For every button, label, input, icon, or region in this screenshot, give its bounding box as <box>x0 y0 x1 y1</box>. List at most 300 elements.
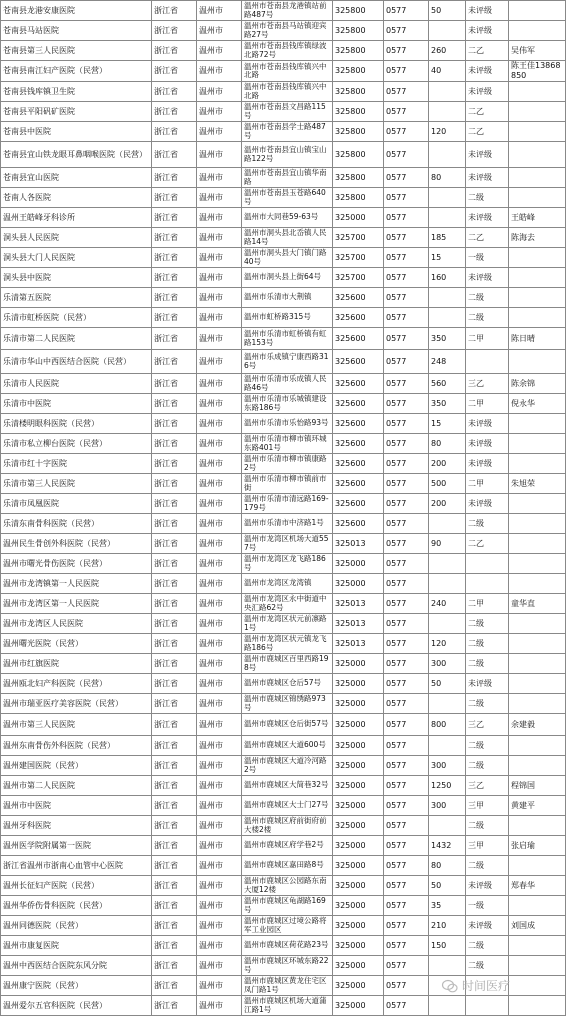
grade-cell: 三甲 <box>466 836 509 856</box>
postcode-cell: 325600 <box>333 328 384 350</box>
address-cell: 温州市乐清市乐怡路93号 <box>242 414 333 434</box>
table-row <box>1 936 566 956</box>
hospital-name-cell: 苍南县马站医院 <box>1 21 152 41</box>
beds-cell <box>429 996 466 1016</box>
beds-cell: 150 <box>429 936 466 956</box>
address-cell: 温州市鹿城区府学巷2号 <box>242 836 333 856</box>
postcode-cell: 325013 <box>333 634 384 654</box>
province-cell: 浙江省 <box>152 374 197 394</box>
beds-cell <box>429 208 466 228</box>
postcode-cell: 325000 <box>333 836 384 856</box>
city-cell: 温州市 <box>197 168 242 188</box>
address-cell: 温州市苍南县钱库镇兴中北路 <box>242 61 333 82</box>
grade-cell: 二乙 <box>466 228 509 248</box>
grade-cell: 二甲 <box>466 394 509 414</box>
beds-cell: 200 <box>429 494 466 514</box>
province-cell: 浙江省 <box>152 976 197 996</box>
hospital-name-cell: 乐清市华山中西医结合医院（民营） <box>1 350 152 374</box>
address-cell: 温州市鹿城区大士门27号 <box>242 796 333 816</box>
area-code-cell: 0577 <box>384 614 429 634</box>
postcode-cell: 325800 <box>333 21 384 41</box>
hospital-name-cell: 苍南县钱库镇卫生院 <box>1 82 152 102</box>
table-row <box>1 634 566 654</box>
area-code-cell: 0577 <box>384 654 429 674</box>
beds-cell: 50 <box>429 674 466 694</box>
director-cell <box>509 956 566 976</box>
postcode-cell: 325600 <box>333 494 384 514</box>
address-cell: 温州市乐清市大荆镇 <box>242 288 333 308</box>
director-cell <box>509 534 566 554</box>
director-cell <box>509 574 566 594</box>
hospital-name-cell: 温州牙科医院 <box>1 816 152 836</box>
grade-cell: 未评级 <box>466 1 509 21</box>
address-cell: 温州市乐清市乐城镇建设东路186号 <box>242 394 333 414</box>
grade-cell: 三乙 <box>466 714 509 736</box>
grade-cell: 未评级 <box>466 142 509 168</box>
area-code-cell: 0577 <box>384 534 429 554</box>
director-cell <box>509 674 566 694</box>
province-cell: 浙江省 <box>152 188 197 208</box>
postcode-cell: 325013 <box>333 614 384 634</box>
province-cell: 浙江省 <box>152 996 197 1016</box>
postcode-cell: 325800 <box>333 102 384 122</box>
director-cell <box>509 554 566 574</box>
hospital-table-body <box>1 1 566 1016</box>
beds-cell <box>429 188 466 208</box>
area-code-cell: 0577 <box>384 21 429 41</box>
area-code-cell: 0577 <box>384 394 429 414</box>
address-cell: 温州市乐清市柳市镇前市街 <box>242 474 333 494</box>
director-cell: 郑春华 <box>509 876 566 896</box>
address-cell: 温州市乐清市中济路1号 <box>242 514 333 534</box>
hospital-name-cell: 乐清市第二人民医院 <box>1 328 152 350</box>
postcode-cell: 325013 <box>333 534 384 554</box>
address-cell: 温州市鹿城区大简巷32号 <box>242 776 333 796</box>
grade-cell: 二级 <box>466 856 509 876</box>
city-cell: 温州市 <box>197 654 242 674</box>
postcode-cell: 325000 <box>333 674 384 694</box>
province-cell: 浙江省 <box>152 82 197 102</box>
postcode-cell: 325000 <box>333 694 384 714</box>
area-code-cell: 0577 <box>384 41 429 61</box>
address-cell: 温州市龙湾区状元镇龙飞路186号 <box>242 634 333 654</box>
hospital-name-cell: 乐清楼明眼科医院（民营） <box>1 414 152 434</box>
table-row <box>1 122 566 142</box>
director-cell: 程锦国 <box>509 776 566 796</box>
hospital-name-cell: 温州瓯北妇产科医院（民营） <box>1 674 152 694</box>
hospital-name-cell: 苍南县宜山医院 <box>1 168 152 188</box>
address-cell: 温州市鹿城区过境公路将军工业园区 <box>242 916 333 936</box>
hospital-name-cell: 温州市红旗医院 <box>1 654 152 674</box>
table-row <box>1 796 566 816</box>
city-cell: 温州市 <box>197 248 242 268</box>
address-cell: 温州市洞头县上街64号 <box>242 268 333 288</box>
address-cell: 温州市乐清市柳市镇康路2号 <box>242 454 333 474</box>
hospital-name-cell: 温州东南骨伤外科医院（民营） <box>1 736 152 756</box>
area-code-cell: 0577 <box>384 956 429 976</box>
table-row <box>1 654 566 674</box>
beds-cell <box>429 976 466 996</box>
postcode-cell: 325000 <box>333 916 384 936</box>
postcode-cell: 325600 <box>333 434 384 454</box>
province-cell: 浙江省 <box>152 474 197 494</box>
city-cell: 温州市 <box>197 474 242 494</box>
postcode-cell: 325000 <box>333 956 384 976</box>
area-code-cell: 0577 <box>384 836 429 856</box>
city-cell: 温州市 <box>197 208 242 228</box>
city-cell: 温州市 <box>197 534 242 554</box>
postcode-cell: 325000 <box>333 896 384 916</box>
area-code-cell: 0577 <box>384 694 429 714</box>
address-cell: 温州市龙湾区机场大道557号 <box>242 534 333 554</box>
city-cell: 温州市 <box>197 142 242 168</box>
table-row <box>1 288 566 308</box>
address-cell: 温州市龙湾区龙湾镇 <box>242 574 333 594</box>
area-code-cell: 0577 <box>384 736 429 756</box>
province-cell: 浙江省 <box>152 756 197 776</box>
watermark-text: 时间医疗 <box>461 979 510 993</box>
director-cell <box>509 188 566 208</box>
director-cell <box>509 976 566 996</box>
city-cell: 温州市 <box>197 188 242 208</box>
city-cell: 温州市 <box>197 454 242 474</box>
area-code-cell: 0577 <box>384 674 429 694</box>
province-cell: 浙江省 <box>152 21 197 41</box>
city-cell: 温州市 <box>197 816 242 836</box>
director-cell: 吴伟军 <box>509 41 566 61</box>
table-row <box>1 554 566 574</box>
area-code-cell: 0577 <box>384 776 429 796</box>
area-code-cell: 0577 <box>384 976 429 996</box>
address-cell: 温州市鹿城区百里西路198号 <box>242 654 333 674</box>
city-cell: 温州市 <box>197 1 242 21</box>
province-cell: 浙江省 <box>152 514 197 534</box>
address-cell: 温州市鹿城区锦绣路973号 <box>242 694 333 714</box>
postcode-cell: 325800 <box>333 168 384 188</box>
postcode-cell: 325000 <box>333 816 384 836</box>
address-cell: 温州市鹿城区大道冷河路2号 <box>242 756 333 776</box>
grade-cell <box>466 350 509 374</box>
table-row <box>1 916 566 936</box>
grade-cell: 未评级 <box>466 876 509 896</box>
director-cell <box>509 694 566 714</box>
beds-cell: 240 <box>429 594 466 614</box>
table-row <box>1 434 566 454</box>
director-cell: 朱旭荣 <box>509 474 566 494</box>
area-code-cell: 0577 <box>384 82 429 102</box>
hospital-name-cell: 乐清市第三人民医院 <box>1 474 152 494</box>
address-cell: 温州市苍南县马站镇迎宾路27号 <box>242 21 333 41</box>
director-cell: 王皓峰 <box>509 208 566 228</box>
director-cell: 陈日晴 <box>509 328 566 350</box>
area-code-cell: 0577 <box>384 494 429 514</box>
city-cell: 温州市 <box>197 876 242 896</box>
director-cell <box>509 21 566 41</box>
beds-cell: 80 <box>429 856 466 876</box>
hospital-name-cell: 温州曙光医院（民营） <box>1 634 152 654</box>
table-row <box>1 188 566 208</box>
city-cell: 温州市 <box>197 574 242 594</box>
city-cell: 温州市 <box>197 694 242 714</box>
province-cell: 浙江省 <box>152 856 197 876</box>
director-cell <box>509 350 566 374</box>
hospital-name-cell: 温州建国医院（民营） <box>1 756 152 776</box>
beds-cell <box>429 288 466 308</box>
address-cell: 温州市虹桥路315号 <box>242 308 333 328</box>
province-cell: 浙江省 <box>152 896 197 916</box>
postcode-cell: 325000 <box>333 574 384 594</box>
beds-cell <box>429 614 466 634</box>
director-cell: 陈余锦 <box>509 374 566 394</box>
postcode-cell: 325600 <box>333 514 384 534</box>
area-code-cell: 0577 <box>384 916 429 936</box>
beds-cell: 80 <box>429 434 466 454</box>
area-code-cell: 0577 <box>384 188 429 208</box>
table-row <box>1 208 566 228</box>
province-cell: 浙江省 <box>152 776 197 796</box>
director-cell <box>509 308 566 328</box>
province-cell: 浙江省 <box>152 394 197 414</box>
table-row <box>1 976 566 996</box>
hospital-name-cell: 温州康宁医院（民营） <box>1 976 152 996</box>
grade-cell: 一级 <box>466 248 509 268</box>
area-code-cell: 0577 <box>384 168 429 188</box>
director-cell <box>509 816 566 836</box>
postcode-cell: 325000 <box>333 936 384 956</box>
beds-cell: 300 <box>429 796 466 816</box>
address-cell: 温州市苍南县钱库镇绿波北路72号 <box>242 41 333 61</box>
beds-cell <box>429 21 466 41</box>
director-cell <box>509 614 566 634</box>
beds-cell: 80 <box>429 168 466 188</box>
hospital-name-cell: 温州华侨伤骨科医院（民营） <box>1 896 152 916</box>
table-row <box>1 374 566 394</box>
postcode-cell: 325000 <box>333 796 384 816</box>
hospital-name-cell: 苍南县第三人民医院 <box>1 41 152 61</box>
city-cell: 温州市 <box>197 374 242 394</box>
grade-cell: 二级 <box>466 288 509 308</box>
director-cell <box>509 736 566 756</box>
area-code-cell: 0577 <box>384 756 429 776</box>
table-row <box>1 816 566 836</box>
address-cell: 温州市鹿城区荷花路23号 <box>242 936 333 956</box>
table-row <box>1 474 566 494</box>
province-cell: 浙江省 <box>152 816 197 836</box>
city-cell: 温州市 <box>197 41 242 61</box>
city-cell: 温州市 <box>197 796 242 816</box>
city-cell: 温州市 <box>197 976 242 996</box>
director-cell: 陈王佳13868850 <box>509 61 566 82</box>
hospital-name-cell: 温州市曙光骨伤医院（民营） <box>1 554 152 574</box>
area-code-cell: 0577 <box>384 936 429 956</box>
table-row <box>1 1 566 21</box>
area-code-cell: 0577 <box>384 796 429 816</box>
city-cell: 温州市 <box>197 594 242 614</box>
grade-cell: 二级 <box>466 936 509 956</box>
hospital-name-cell: 温州王皓峰牙科诊所 <box>1 208 152 228</box>
beds-cell: 160 <box>429 268 466 288</box>
hospital-name-cell: 苍南人各医院 <box>1 188 152 208</box>
city-cell: 温州市 <box>197 554 242 574</box>
city-cell: 温州市 <box>197 228 242 248</box>
director-cell <box>509 288 566 308</box>
postcode-cell: 325000 <box>333 208 384 228</box>
director-cell <box>509 896 566 916</box>
hospital-name-cell: 温州市龙湾镇第一人民医院 <box>1 574 152 594</box>
area-code-cell: 0577 <box>384 228 429 248</box>
beds-cell: 35 <box>429 896 466 916</box>
grade-cell: 未评级 <box>466 414 509 434</box>
grade-cell: 未评级 <box>466 434 509 454</box>
table-row <box>1 41 566 61</box>
city-cell: 温州市 <box>197 308 242 328</box>
director-cell <box>509 494 566 514</box>
grade-cell: 三甲 <box>466 796 509 816</box>
city-cell: 温州市 <box>197 394 242 414</box>
director-cell: 张启瑜 <box>509 836 566 856</box>
postcode-cell: 325600 <box>333 374 384 394</box>
beds-cell <box>429 574 466 594</box>
area-code-cell: 0577 <box>384 474 429 494</box>
beds-cell: 50 <box>429 1 466 21</box>
area-code-cell: 0577 <box>384 574 429 594</box>
table-row <box>1 714 566 736</box>
beds-cell: 260 <box>429 41 466 61</box>
beds-cell: 200 <box>429 454 466 474</box>
area-code-cell: 0577 <box>384 1 429 21</box>
beds-cell: 120 <box>429 122 466 142</box>
hospital-name-cell: 温州同德医院（民营） <box>1 916 152 936</box>
table-row <box>1 308 566 328</box>
postcode-cell: 325000 <box>333 876 384 896</box>
grade-cell <box>466 574 509 594</box>
area-code-cell: 0577 <box>384 514 429 534</box>
area-code-cell: 0577 <box>384 856 429 876</box>
city-cell: 温州市 <box>197 21 242 41</box>
grade-cell: 二甲 <box>466 474 509 494</box>
grade-cell: 未评级 <box>466 916 509 936</box>
table-row <box>1 82 566 102</box>
table-row <box>1 674 566 694</box>
area-code-cell: 0577 <box>384 102 429 122</box>
city-cell: 温州市 <box>197 61 242 82</box>
hospital-name-cell: 苍南县平阳矾矿医院 <box>1 102 152 122</box>
beds-cell: 1250 <box>429 776 466 796</box>
province-cell: 浙江省 <box>152 268 197 288</box>
postcode-cell: 325600 <box>333 308 384 328</box>
postcode-cell: 325800 <box>333 142 384 168</box>
area-code-cell: 0577 <box>384 122 429 142</box>
table-row <box>1 328 566 350</box>
province-cell: 浙江省 <box>152 122 197 142</box>
hospital-name-cell: 洞头县中医院 <box>1 268 152 288</box>
table-row <box>1 856 566 876</box>
postcode-cell: 325000 <box>333 554 384 574</box>
grade-cell: 未评级 <box>466 454 509 474</box>
director-cell <box>509 654 566 674</box>
city-cell: 温州市 <box>197 674 242 694</box>
address-cell: 温州市洞头县北岙镇人民路14号 <box>242 228 333 248</box>
table-row <box>1 694 566 714</box>
province-cell: 浙江省 <box>152 208 197 228</box>
address-cell: 温州市龙湾区状元前凛路1号 <box>242 614 333 634</box>
table-row <box>1 61 566 82</box>
grade-cell: 二级 <box>466 634 509 654</box>
city-cell: 温州市 <box>197 434 242 454</box>
table-row <box>1 776 566 796</box>
beds-cell <box>429 142 466 168</box>
province-cell: 浙江省 <box>152 674 197 694</box>
postcode-cell: 325600 <box>333 474 384 494</box>
province-cell: 浙江省 <box>152 654 197 674</box>
director-cell <box>509 414 566 434</box>
address-cell: 温州市苍南县文昌路115号 <box>242 102 333 122</box>
table-row <box>1 996 566 1016</box>
beds-cell <box>429 694 466 714</box>
hospital-name-cell: 乐清市红十字医院 <box>1 454 152 474</box>
postcode-cell: 325700 <box>333 268 384 288</box>
city-cell: 温州市 <box>197 836 242 856</box>
grade-cell: 未评级 <box>466 674 509 694</box>
grade-cell: 二甲 <box>466 328 509 350</box>
beds-cell: 120 <box>429 634 466 654</box>
city-cell: 温州市 <box>197 956 242 976</box>
director-cell <box>509 434 566 454</box>
city-cell: 温州市 <box>197 82 242 102</box>
hospital-name-cell: 温州爱尔五官科医院（民营） <box>1 996 152 1016</box>
province-cell: 浙江省 <box>152 1 197 21</box>
province-cell: 浙江省 <box>152 876 197 896</box>
grade-cell: 未评级 <box>466 268 509 288</box>
province-cell: 浙江省 <box>152 634 197 654</box>
province-cell: 浙江省 <box>152 554 197 574</box>
province-cell: 浙江省 <box>152 736 197 756</box>
hospital-name-cell: 温州市第二人民医院 <box>1 776 152 796</box>
province-cell: 浙江省 <box>152 102 197 122</box>
area-code-cell: 0577 <box>384 896 429 916</box>
province-cell: 浙江省 <box>152 494 197 514</box>
province-cell: 浙江省 <box>152 434 197 454</box>
table-row <box>1 514 566 534</box>
city-cell: 温州市 <box>197 916 242 936</box>
table-row <box>1 102 566 122</box>
hospital-name-cell: 温州民生骨创外科医院（民营） <box>1 534 152 554</box>
table-row <box>1 494 566 514</box>
hospital-name-cell: 浙江省温州市浙南心血管中心医院 <box>1 856 152 876</box>
grade-cell: 二乙 <box>466 41 509 61</box>
postcode-cell: 325800 <box>333 1 384 21</box>
grade-cell: 二级 <box>466 956 509 976</box>
table-row <box>1 896 566 916</box>
grade-cell: 二级 <box>466 756 509 776</box>
director-cell <box>509 996 566 1016</box>
grade-cell: 未评级 <box>466 168 509 188</box>
postcode-cell: 325600 <box>333 454 384 474</box>
postcode-cell: 325000 <box>333 736 384 756</box>
grade-cell: 未评级 <box>466 208 509 228</box>
province-cell: 浙江省 <box>152 956 197 976</box>
province-cell: 浙江省 <box>152 350 197 374</box>
hospital-name-cell: 苍南县龙港安康医院 <box>1 1 152 21</box>
beds-cell: 350 <box>429 394 466 414</box>
beds-cell <box>429 308 466 328</box>
grade-cell: 二甲 <box>466 594 509 614</box>
area-code-cell: 0577 <box>384 594 429 614</box>
beds-cell: 15 <box>429 414 466 434</box>
hospital-name-cell: 温州长征妇产医院（民营） <box>1 876 152 896</box>
table-row <box>1 574 566 594</box>
beds-cell: 50 <box>429 876 466 896</box>
